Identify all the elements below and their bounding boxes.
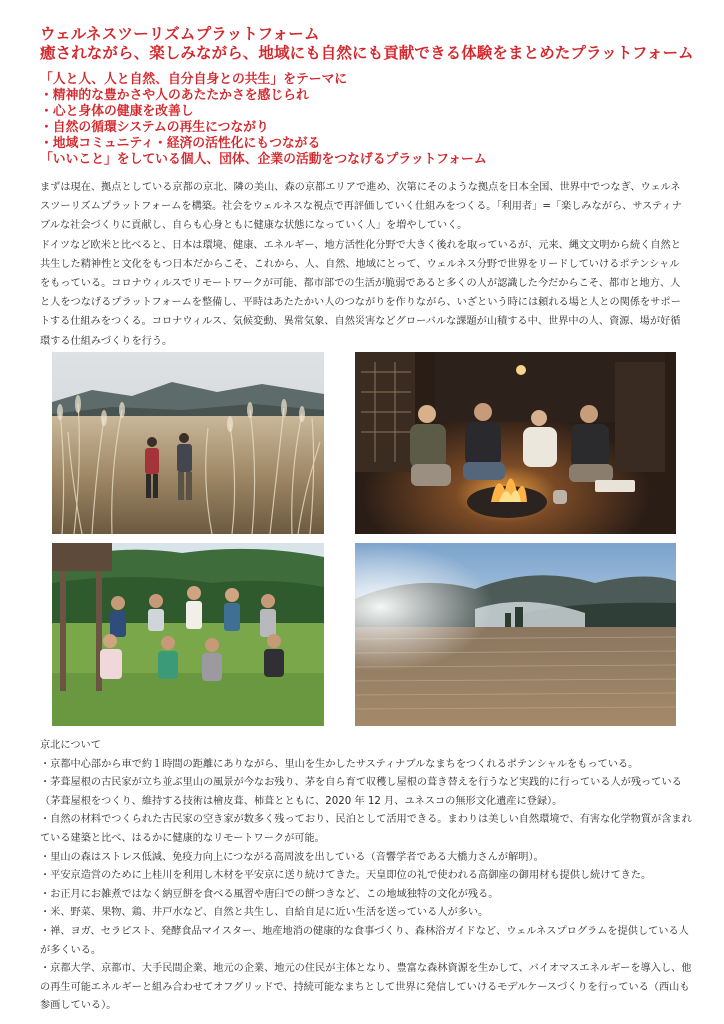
theme-line: ・精神的な豊かさや人のあたたかさを感じられ [40, 88, 309, 104]
group-in-field-photo [52, 543, 324, 726]
theme-line: ・自然の循環システムの再生につながり [40, 120, 269, 136]
theme-line: 「人と人、人と自然、自分自身との共生」をテーマに [40, 72, 348, 87]
list-item: ・京都中心部から車で約１時間の距離にありながら、里山を生かしたサスティナブルなまちをつくれるポテンシャルをもっている。 [40, 758, 639, 770]
intro-paragraph: まずは現在、拠点としている京都の京北、隣の美山、森の京都エリアで進め、次第にそのような拠点を日本全国、世界中でつなぎ、ウェルネスツーリズムプラットフォームを構築。社会をウェルネスな視点で再評価していく仕組みをつくる。「利用者」=「楽しみながら、サスティナブルな社会づくりに貢献し、自らも心身ともに健康な状態になっていく人」を増やしていく。 [40, 182, 682, 232]
theme-line: ・心と身体の健康を改善し [40, 104, 194, 120]
theme-block [40, 72, 487, 169]
section-heading: 京北について [40, 740, 101, 751]
page-title: ウェルネスツーリズムプラットフォーム [40, 25, 320, 43]
theme-line: 「いいこと」をしている個人、団体、企業の活動をつなげるプラットフォーム [40, 152, 487, 168]
list-item: ・京都大学、京都市、大手民間企業、地元の企業、地元の住民が主体となり、豊富な森林資源を生かして、バイオマスエネルギーを導入し、他の再生可能エネルギーと組み合わせてオフグリッドで、持続可能なまちとして世界に発信していけるモデルケースづくりを行っている（西山も参画している）。 [40, 963, 692, 1012]
keihoku-section [40, 737, 696, 1016]
fireside-group-photo [355, 352, 676, 534]
list-item: ・米、野菜、果物、鶏、井戸水など、自然と共生し、自給自足に近い生活を送っている人が多い。 [40, 907, 489, 919]
list-item: ・禅、ヨガ、セラピスト、発酵食品マイスター、地産地消の健康的な食事づくり、森林浴ガイドなど、ウェルネスプログラムを提供している人が多くいる。 [40, 925, 689, 956]
misty-rice-field-photo [355, 543, 676, 726]
pampas-grass-field-photo [52, 352, 324, 534]
intro-text [40, 178, 686, 351]
list-item: ・お正月にお雑煮ではなく納豆餅を食べる風習や唐臼での餅つきなど、この地域独特の文化が残る。 [40, 888, 499, 900]
list-item: ・茅葺屋根の古民家が立ち並ぶ里山の風景が今なお残り、茅を自ら育て収穫し屋根の葺き替えを行うなど実践的に行っている人が残っている（茅葺屋根をつくり、維持する技術は檜皮葺、杮葺とともに、2020 年 12 月、ユネスコの無形文化遺産に登録）。 [40, 777, 682, 807]
list-item: ・里山の森はストレス低減、免疫力向上につながる高周波を出している（音響学者である大橋力さんが解明）。 [40, 851, 544, 863]
page-subtitle: 癒されながら、楽しみながら、地域にも自然にも貢献できる体験をまとめたプラットフォーム [40, 44, 694, 62]
intro-paragraph: ドイツなど欧米と比べると、日本は環境、健康、エネルギー、地方活性化分野で大きく後れを取っているが、元来、縄文文明から続く自然と共生した精神性と文化をもつ日本だからこそ、これから、人、自然、地域にとって、ウェルネス分野で世界をリードしていけるポテンシャルをもっている。コロナウィルスでリモートワークが可能、都市部での生活が脆弱であると多くの人が認識した今だからこそ、都市と地方、人と人をつなげるプラットフォームを整備し、平時はあたたかい人のつながりを作りながら、いざという時には頼れる場と人との関係をサポートする仕組みをつくる。コロナウィルス、気候変動、異常気象、自然災害などグローバルな課題が山積する中、世界中の人、資源、場が好循環する仕組みづくりを行う。 [40, 239, 681, 347]
list-item: ・自然の材料でつくられた古民家の空き家が数多く残っており、民泊として活用できる。まわりは美しい自然環境で、有害な化学物質が含まれている建築と比べ、はるかに健康的なリモートワークが可能。 [40, 814, 692, 844]
theme-line: ・地域コミュニティ・経済の活性化にもつながる [40, 136, 321, 152]
list-item: ・平安京造営のために上桂川を利用し木材を平安京に送り続けてきた。天皇即位の礼で使われる高御座の御用材も提供し続けてきた。 [40, 870, 652, 882]
